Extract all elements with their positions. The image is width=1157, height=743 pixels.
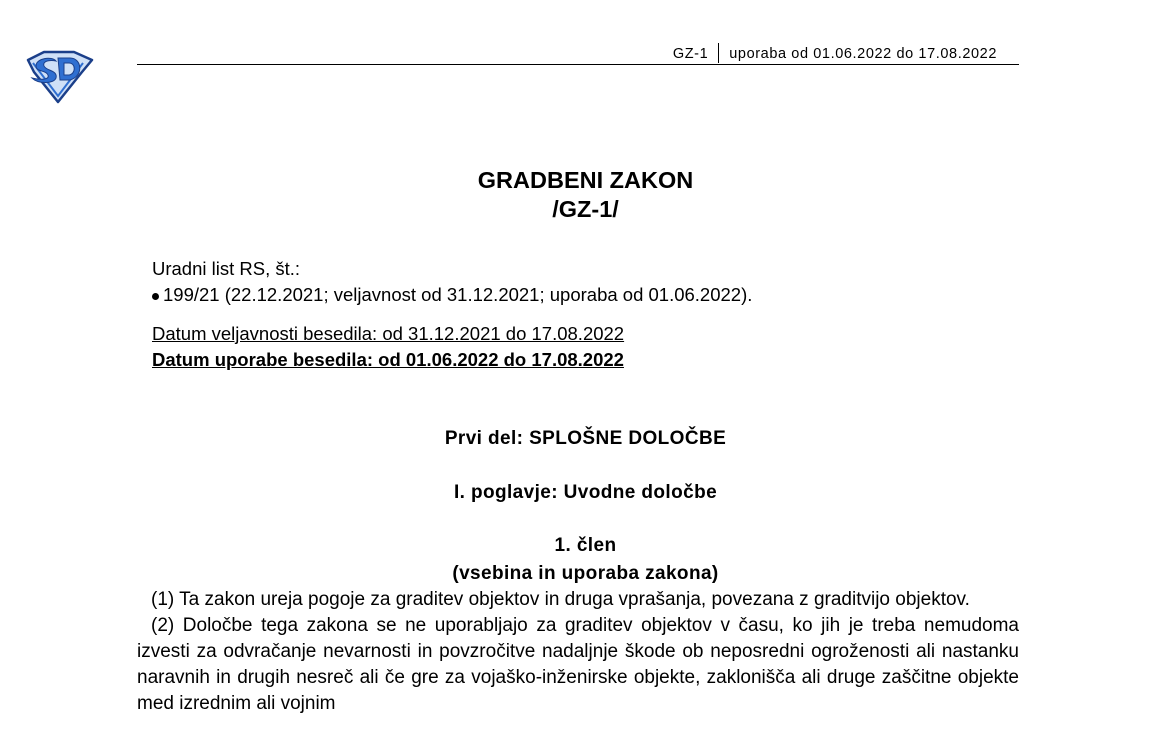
doc-code: GZ-1	[672, 46, 709, 62]
chapter-heading: I. poglavje: Uvodne določbe	[453, 482, 718, 503]
header-rule	[137, 64, 1019, 65]
article-number: 1. člen	[554, 535, 617, 556]
article-subtitle: (vsebina in uporaba zakona)	[452, 563, 719, 584]
running-header	[673, 44, 997, 64]
usage-date: Datum uporabe besedila: od 01.06.2022 do 17.08.2022	[152, 349, 624, 370]
validity-date: Datum veljavnosti besedila: od 31.12.2021 do 17.08.2022	[152, 323, 625, 344]
gazette-info	[152, 256, 752, 308]
part-heading: Prvi del: SPLOŠNE DOLOČBE	[444, 428, 727, 449]
article-body	[137, 587, 1019, 717]
bullet-icon	[152, 293, 159, 300]
header-usage-range: uporaba od 01.06.2022 do 17.08.2022	[729, 46, 997, 62]
sd-shield-logo-icon	[22, 46, 96, 104]
title-main: GRADBENI ZAKON	[477, 167, 694, 193]
paragraph: (2) Določbe tega zakona se ne uporabljajo za graditev objektov v času, ko jih je treba nemudoma izvesti za odvračanje nevarnosti in povzročitve nadaljnje škode ob neposredni ogroženosti ali nastanku naravnih in drugih nesreč ali če gre za vojaško-inženirske objekte, zaklonišča ali druge zaščitne objekte med izrednim ali vojnim	[137, 615, 1019, 714]
text-dates	[152, 321, 624, 373]
gazette-entry: 199/21 (22.12.2021; veljavnost od 31.12.2021; uporaba od 01.06.2022).	[163, 284, 753, 305]
document-title	[0, 166, 1157, 224]
gazette-label: Uradni list RS, št.:	[152, 258, 301, 279]
title-abbrev: /GZ-1/	[552, 196, 619, 222]
header-separator	[718, 43, 719, 63]
gazette-entry-row	[152, 282, 752, 308]
paragraph: (1) Ta zakon ureja pogoje za graditev objektov in druga vprašanja, povezana z graditvijo objektov.	[151, 589, 970, 610]
